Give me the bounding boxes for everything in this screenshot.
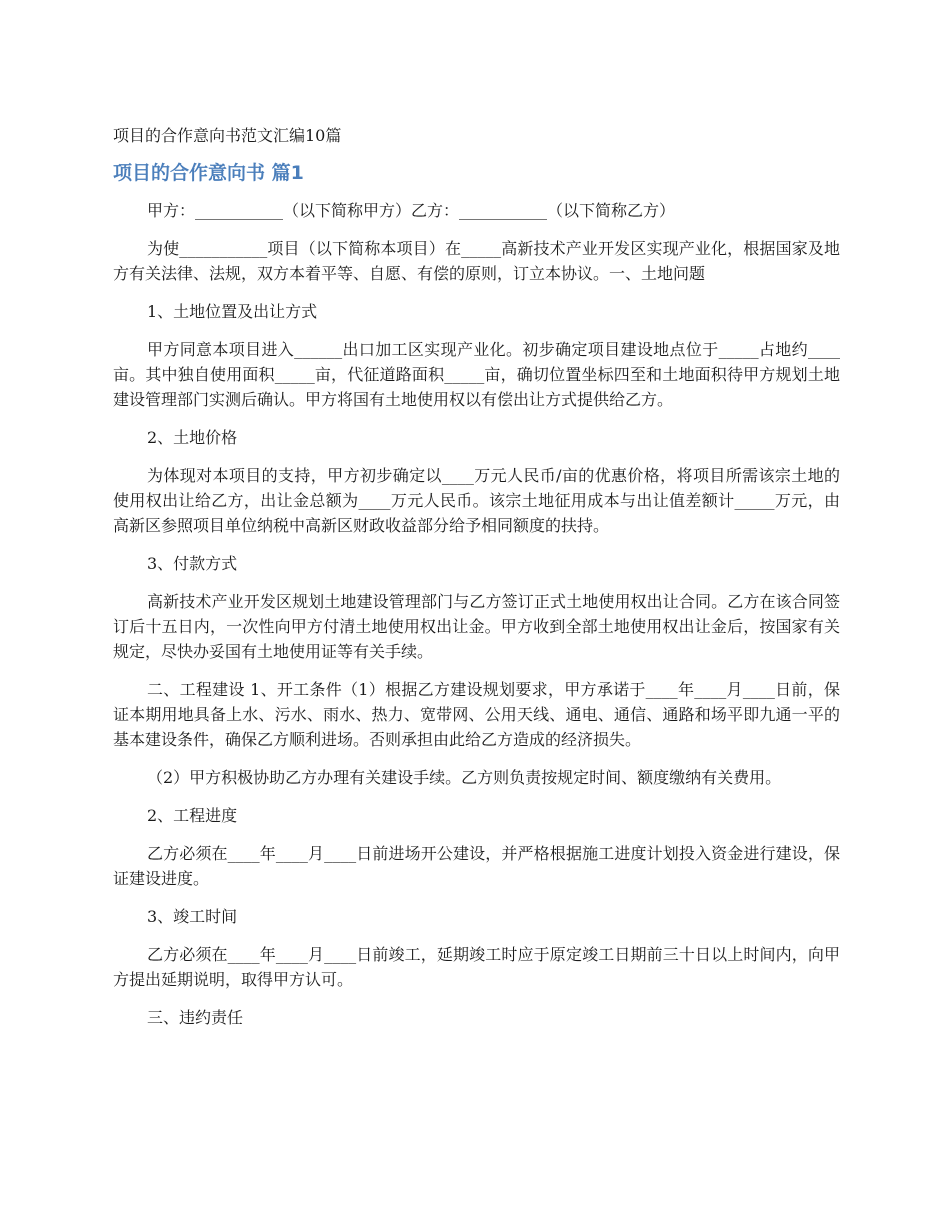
- section-heading: 项目的合作意向书 篇1: [113, 162, 304, 184]
- subheading-land-location: 1、土地位置及出让方式: [147, 302, 318, 321]
- document-page: [113, 124, 840, 1030]
- subheading-land-price: 2、土地价格: [147, 428, 238, 447]
- subheading-liability: 三、违约责任: [147, 1008, 244, 1027]
- paragraph-construction-conditions: 二、工程建设 1、开工条件（1）根据乙方建设规划要求，甲方承诺于____年____月____日前，保证本期用地具备上水、污水、雨水、热力、宽带网、公用天线、通电、通信、通路和场平即九通一平的基本建设条件，确保乙方顺利进场。否则承担由此给乙方造成的经济损失。: [113, 680, 840, 749]
- paragraph-payment: 高新技术产业开发区规划土地建设管理部门与乙方签订正式土地使用权出让合同。乙方在该合同签订后十五日内，一次性向甲方付清土地使用权出让金。甲方收到全部土地使用权出让金后，按国家有关规定，尽快办妥国有土地使用证等有关手续。: [113, 592, 840, 661]
- paragraph-progress: 乙方必须在____年____月____日前进场开公建设，并严格根据施工进度计划投入资金进行建设，保证建设进度。: [113, 844, 840, 888]
- intro-paragraph: 为使___________项目（以下简称本项目）在_____高新技术产业开发区实现产业化，根据国家及地方有关法律、法规，双方本着平等、自愿、有偿的原则，订立本协议。一、土地问题: [113, 239, 840, 283]
- subheading-progress: 2、工程进度: [147, 806, 238, 825]
- subheading-payment: 3、付款方式: [147, 554, 238, 573]
- subheading-completion: 3、竣工时间: [147, 907, 238, 926]
- paragraph-completion: 乙方必须在____年____月____日前竣工，延期竣工时应于原定竣工日期前三十日以上时间内，向甲方提出延期说明，取得甲方认可。: [113, 945, 840, 989]
- party-line: 甲方：___________（以下简称甲方）乙方：___________（以下简称乙方）: [147, 201, 676, 220]
- paragraph-land-price: 为体现对本项目的支持，甲方初步确定以____万元人民币/亩的优惠价格，将项目所需该宗土地的使用权出让给乙方，出让金总额为____万元人民币。该宗土地征用成本与出让值差额计_____万元，由高新区参照项目单位纳税中高新区财政收益部分给予相同额度的扶持。: [113, 466, 840, 535]
- paragraph-land-location: 甲方同意本项目进入______出口加工区实现产业化。初步确定项目建设地点位于_____占地约____亩。其中独自使用面积_____亩，代征道路面积_____亩，确切位置坐标四至和土地面积待甲方规划土地建设管理部门实测后确认。甲方将国有土地使用权以有偿出让方式提供给乙方。: [113, 340, 840, 409]
- document-title: 项目的合作意向书范文汇编10篇: [113, 126, 342, 145]
- paragraph-assist-procedures: （2）甲方积极协助乙方办理有关建设手续。乙方则负责按规定时间、额度缴纳有关费用。: [147, 768, 782, 787]
